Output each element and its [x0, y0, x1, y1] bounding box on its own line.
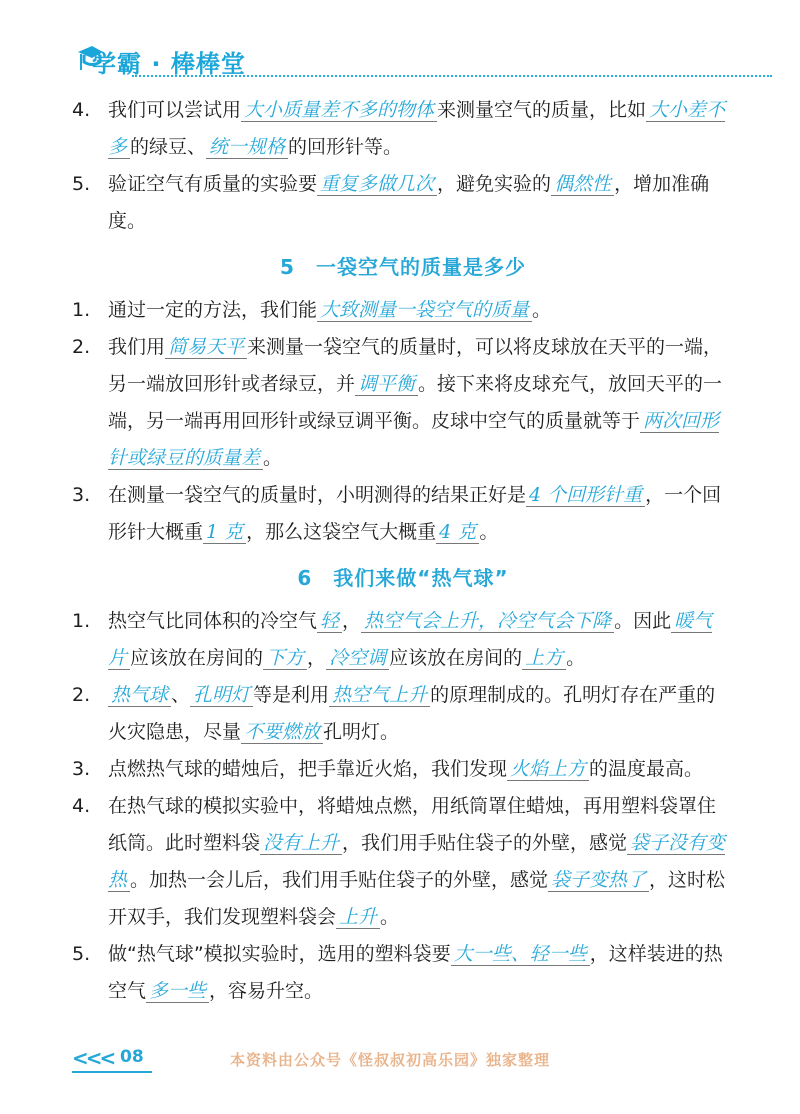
- text: 的温度最高。: [589, 758, 704, 780]
- list-item: [72, 166, 726, 240]
- answer: 不要燃放: [241, 721, 323, 744]
- answer: 轻: [317, 610, 342, 633]
- item-number: 4.: [72, 99, 91, 121]
- header-divider: [132, 75, 772, 77]
- answer: 火焰上方: [507, 758, 589, 781]
- answer: 偶然性: [551, 173, 614, 196]
- answer: 袋子变热了: [548, 869, 649, 892]
- text: 在测量一袋空气的质量时，小明测得的结果正好是: [108, 484, 527, 506]
- section-heading: 6 我们来做“热气球”: [297, 566, 509, 590]
- text: 应该放在房间的: [130, 647, 264, 669]
- text: 。因此: [614, 610, 672, 632]
- text: 。: [532, 299, 552, 321]
- text: 。: [479, 521, 499, 543]
- text: 。加热一会儿后，我们用手贴住袋子的外壁，感觉: [130, 869, 549, 891]
- answer: 大小差不多: [108, 99, 726, 158]
- text: 做“热气球”模拟实验时，选用的塑料袋要: [108, 943, 451, 965]
- answer: 4 个回形针重: [526, 484, 645, 507]
- chevrons-left-icon: <<<: [72, 1046, 114, 1070]
- page-header: [52, 40, 752, 80]
- text: 等是利用: [253, 684, 330, 706]
- list-item: [72, 677, 726, 751]
- text: 。: [566, 647, 586, 669]
- text: 的绿豆、: [130, 136, 207, 158]
- text: 。: [380, 906, 400, 928]
- answer: 上方: [522, 647, 566, 670]
- answer: 下方: [263, 647, 307, 670]
- text: 通过一定的方法，我们能: [108, 299, 318, 321]
- footer-underline: [72, 1071, 152, 1073]
- answer: 热空气会上升，冷空气会下降: [361, 610, 614, 633]
- text: 。: [263, 447, 283, 469]
- list-item: [72, 92, 726, 166]
- text: 孔明灯。: [323, 721, 400, 743]
- answer: 孔明灯: [190, 684, 253, 707]
- watermark-text: 本资料由公众号《怪叔叔初高乐园》独家整理: [230, 1051, 551, 1069]
- answer: 大一些、轻一些: [451, 943, 590, 966]
- answer: 重复多做几次: [317, 173, 437, 196]
- item-number: 1.: [72, 299, 91, 321]
- section-heading: 5 一袋空气的质量是多少: [280, 255, 526, 279]
- answer: 暖气片: [108, 610, 713, 669]
- text: 验证空气有质量的实验要: [108, 173, 318, 195]
- answer: 调平衡: [355, 373, 418, 396]
- text: 我们可以尝试用: [108, 99, 242, 121]
- list-item: [72, 329, 726, 477]
- answer: 袋子没有变热: [108, 832, 726, 891]
- text: 的回形针等。: [288, 136, 403, 158]
- text: 热空气比同体积的冷空气: [108, 610, 318, 632]
- list-item: [72, 292, 726, 329]
- text: 我们用: [108, 336, 166, 358]
- list-item: [72, 788, 726, 936]
- item-number: 2.: [72, 684, 91, 706]
- list-item: [72, 936, 726, 1010]
- item-number: 3.: [72, 758, 91, 780]
- text: 来测量空气的质量，比如: [437, 99, 647, 121]
- answer: 简易天平: [165, 336, 247, 359]
- answer: 多一些: [146, 980, 209, 1003]
- answer: 统一规格: [206, 136, 288, 159]
- item-number: 3.: [72, 484, 91, 506]
- text: ，一个回形针大概重: [108, 484, 722, 543]
- answer: 冷空调: [326, 647, 389, 670]
- text: 。接下来将皮球充气，放回天平的一端，另一端再用回形针或绿豆调平衡。皮球中空气的质量就等于: [108, 373, 723, 432]
- answer: 热空气上升: [329, 684, 430, 707]
- text: 来测量一袋空气的质量时，可以将皮球放在天平的一端，另一端放回形针或者绿豆，并: [108, 336, 723, 395]
- list-item: [72, 751, 726, 788]
- list-item: [72, 477, 726, 551]
- page-number: 08: [120, 1047, 144, 1067]
- text: 在热气球的模拟实验中，将蜡烛点燃，用纸筒罩住蜡烛，再用塑料袋罩住纸筒。此时塑料袋: [108, 795, 717, 854]
- text: ，我们用手贴住袋子的外壁，感觉: [342, 832, 628, 854]
- answer: 上升: [336, 906, 380, 929]
- page-footer: [60, 1044, 760, 1078]
- text: ，那么这袋空气大概重: [246, 521, 437, 543]
- answer: 两次回形针或绿豆的质量差: [108, 410, 720, 469]
- text: ，这样装进的热空气: [108, 943, 723, 1002]
- main-content: [72, 92, 726, 1010]
- answer: 热气球: [108, 684, 171, 707]
- item-number: 1.: [72, 610, 91, 632]
- text: ，增加准确度。: [108, 173, 710, 232]
- item-number: 2.: [72, 336, 91, 358]
- text: 应该放在房间的: [389, 647, 523, 669]
- item-number: 5.: [72, 943, 91, 965]
- item-number: 4.: [72, 795, 91, 817]
- item-number: 5.: [72, 173, 91, 195]
- text: 、: [171, 684, 191, 706]
- text: ，这时松开双手，我们发现塑料袋会: [108, 869, 726, 928]
- text: ，: [342, 610, 362, 632]
- answer: 没有上升: [260, 832, 342, 855]
- text: 的原理制成的。孔明灯存在严重的火灾隐患，尽量: [108, 684, 716, 743]
- text: 点燃热气球的蜡烛后，把手靠近火焰，我们发现: [108, 758, 508, 780]
- list-item: [72, 603, 726, 677]
- brand-title: 学霸 · 棒棒堂: [92, 50, 246, 78]
- text: ，容易升空。: [209, 980, 324, 1002]
- text: ，避免实验的: [437, 173, 552, 195]
- answer: 4 克: [436, 521, 479, 544]
- text: ，: [307, 647, 327, 669]
- answer: 1 克: [203, 521, 246, 544]
- answer: 大致测量一袋空气的质量: [317, 299, 532, 322]
- answer: 大小质量差不多的物体: [241, 99, 437, 122]
